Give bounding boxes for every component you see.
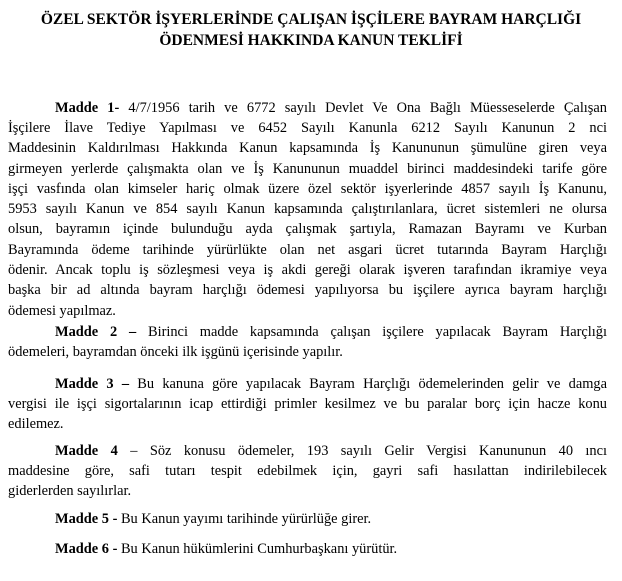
article-3-row-2: vergisi ile işçi sigortalarının icap ettirdiği primler kesilmez ve bu paralar borç için hacze konu (8, 396, 607, 412)
article-3-continuation (8, 394, 607, 435)
article-6-block (55, 539, 607, 559)
article-1-row-7: olsun, bayramın içinde bulunduğu ayda çalışmak şartıyla, Ramazan Bayramı ve Kurban (8, 221, 607, 238)
article-1-row-1 (55, 98, 607, 118)
article-1-row-9: ödenir. Ancak toplu iş sözleşmesi veya iş akdi gereği olarak işveren tarafından ikramiye veya (8, 262, 607, 279)
article-4-row-3: giderlerden sayılırlar. (8, 483, 132, 500)
article-1-row-5: işçi vasfında olan kimseler hariç olmak üzere özel sektör işyerlerinde 4857 sayılı İş Kanunu, (8, 180, 607, 197)
article-5-text-1: Bu Kanun yayımı tarihinde yürürlüğe girer. (117, 511, 372, 527)
article-4-continuation (8, 461, 607, 502)
article-1-row-8: Bayramında ödeme tarihinde yürürlükte olan net asgari ücret tutarında Bayram Harçlığı (8, 241, 607, 258)
article-1-text-1: 4/7/1956 tarih ve 6772 sayılı Devlet Ve Ona Bağlı Müesseselerde Çalışan (119, 100, 607, 116)
article-4-row-2: maddesine göre, safi tutarı tespit edebilmek için, gayri safi hasılattan indirilebilecek (8, 463, 607, 479)
article-1-row-4: girmeyen yerlerde çalışmakta olan ve İş Kanununun muaddel birinci maddesindeki tarife göre (8, 160, 607, 177)
article-2-label: Madde 2 – (55, 324, 137, 340)
article-3-row-1 (55, 374, 607, 394)
article-4-text-1: – Söz konusu ödemeler, 193 sayılı Gelir Vergisi Kanununun 40 ıncı (117, 443, 608, 459)
article-5-row-1 (55, 509, 607, 529)
article-4-label: Madde 4 (55, 443, 118, 459)
article-3-text-1: Bu kanuna göre yapılacak Bayram Harçlığı ödemelerinden gelir ve damga (129, 376, 607, 392)
article-3-block (55, 374, 607, 394)
article-5-block (55, 509, 607, 529)
document-title-line-1: ÖZEL SEKTÖR İŞYERLERİNDE ÇALIŞAN İŞÇİLERE BAYRAM HARÇLIĞI (40, 11, 582, 28)
article-1-row-6: 5953 sayılı Kanun ve 854 sayılı Kanun kapsamında çalıştırılanlara, ücret sistemleri ne olursa (8, 201, 607, 218)
article-1-continuation (8, 118, 607, 321)
article-2-row-2: ödemeleri, bayramdan önceki ilk işgünü içerisinde yapılır. (8, 344, 343, 360)
article-1-block (55, 98, 607, 118)
article-6-text-1: Bu Kanun hükümlerini Cumhurbaşkanı yürütür. (117, 541, 398, 557)
article-2-block (55, 322, 607, 342)
article-1-label-text: Madde 1- (55, 100, 120, 116)
article-2-continuation (8, 342, 607, 362)
article-2-row-1 (55, 322, 607, 342)
article-3-row-3: edilemez. (8, 416, 64, 433)
article-1-row-3: Maddesinin Kaldırılması Hakkında Kanun kapsamında İş Kanununun şümulüne giren veya (8, 140, 607, 157)
article-1-row-11: ödemesi yapılmaz. (8, 302, 116, 319)
article-6-row-1 (55, 539, 607, 559)
document-title-line-2: ÖDENMESİ HAKKINDA KANUN TEKLİFİ (159, 32, 463, 49)
article-5-label: Madde 5 - (55, 511, 118, 527)
article-4-block (55, 441, 607, 461)
article-4-row-1 (55, 441, 607, 461)
article-2-text-1: Birinci madde kapsamında çalışan işçilere yapılacak Bayram Harçlığı (136, 324, 607, 340)
article-1-row-2: İşçilere İlave Tediye Yapılması ve 6452 Sayılı Kanunla 6212 Sayılı Kanunun 2 nci (8, 120, 607, 136)
article-1-row-10: başka bir ad altında bayram harçlığı ödemesi yapılıyorsa bu işçilere ayrıca bayram harçlığı (8, 282, 607, 299)
article-3-label: Madde 3 – (55, 376, 130, 392)
article-6-label: Madde 6 - (55, 541, 118, 557)
